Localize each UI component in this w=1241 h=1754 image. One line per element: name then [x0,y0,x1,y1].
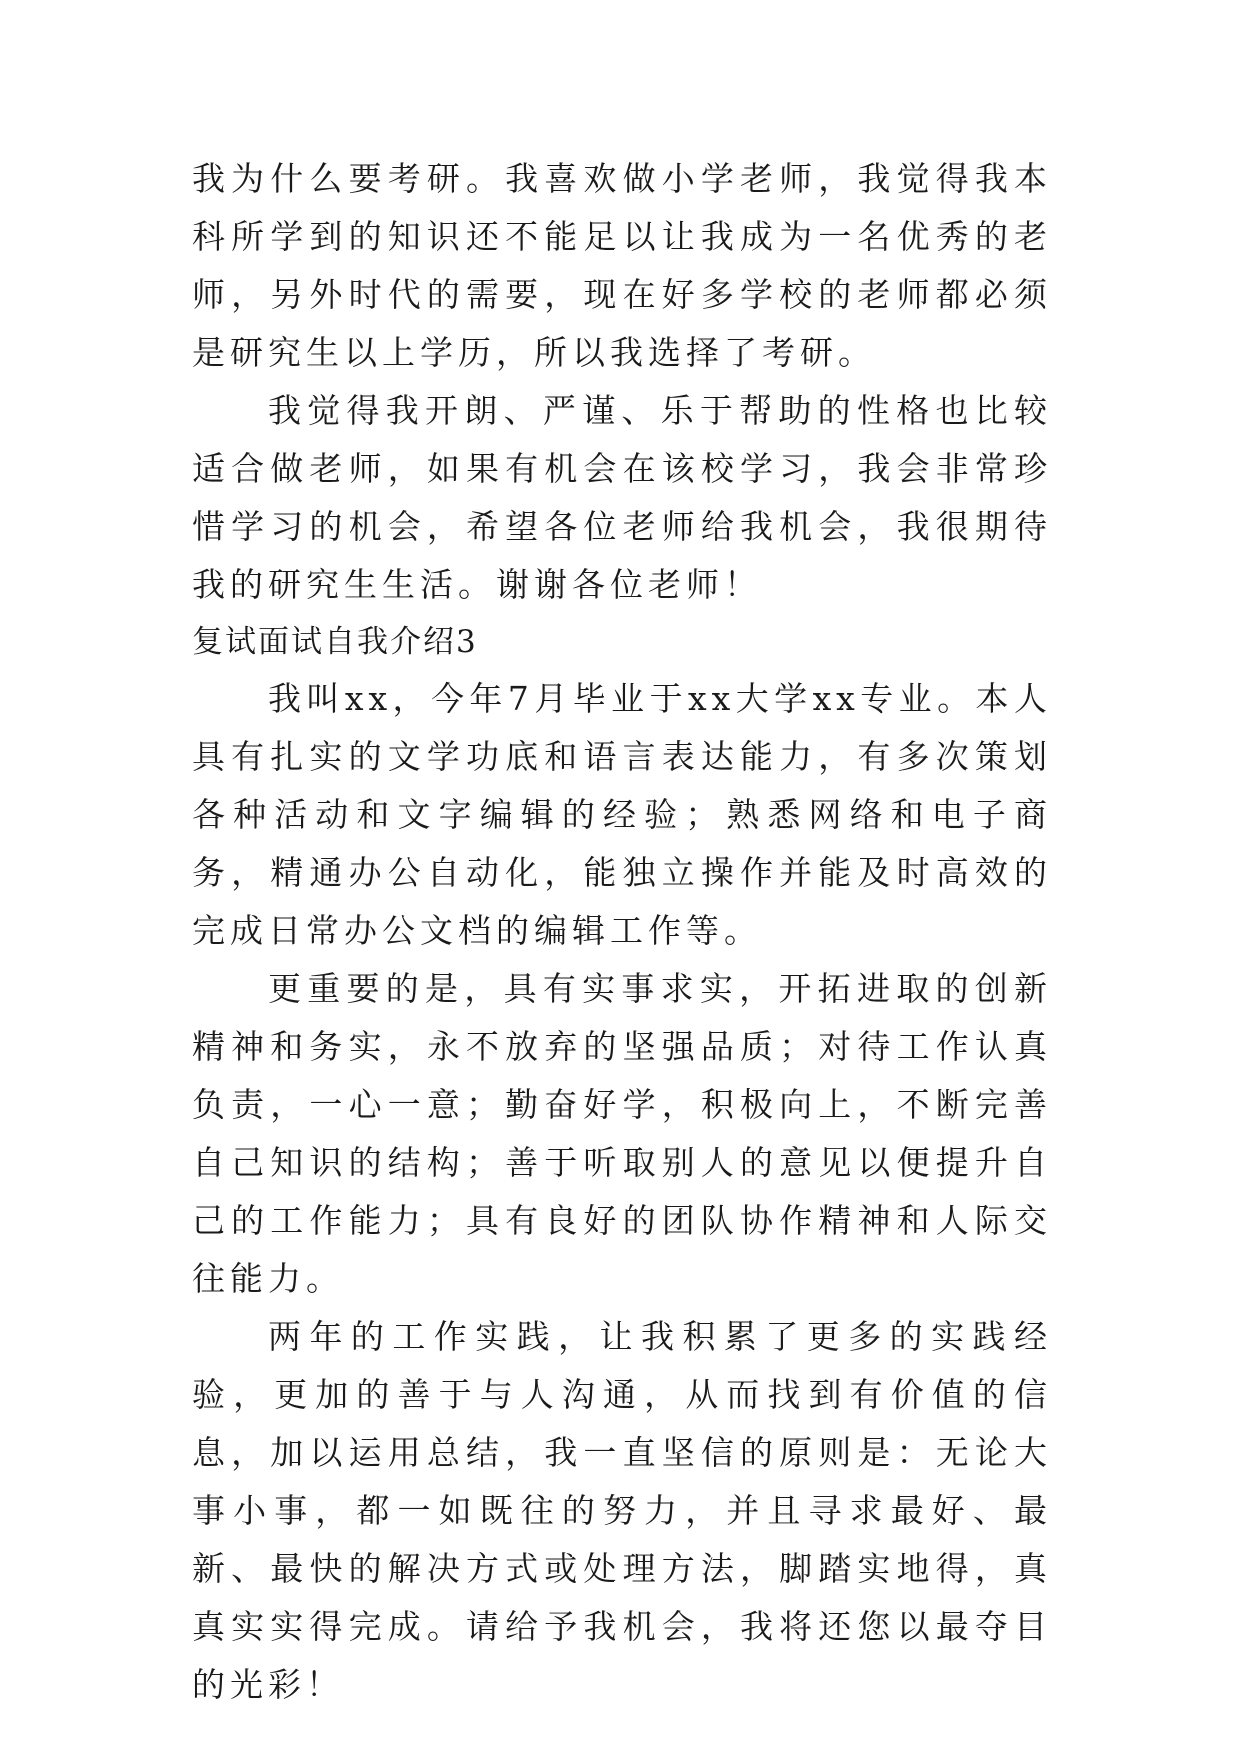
paragraph-introduction: 我叫xx，今年7月毕业于xx大学xx专业。本人具有扎实的文学功底和语言表达能力，有多次策划各种活动和文字编辑的经验；熟悉网络和电子商务，精通办公自动化，能独立操作并能及时高效的完成日常办公文档的编辑工作等。 [192,679,1052,950]
paragraph-personality: 我觉得我开朗、严谨、乐于帮助的性格也比较适合做老师，如果有机会在该校学习，我会非常珍惜学习的机会，希望各位老师给我机会，我很期待我的研究生生活。谢谢各位老师！ [192,391,1052,604]
document-body [192,150,1052,1714]
paragraph-qualities: 更重要的是，具有实事求实，开拓进取的创新精神和务实，永不放弃的坚强品质；对待工作认真负责，一心一意；勤奋好学，积极向上，不断完善自己知识的结构；善于听取别人的意见以便提升自己的工作能力；具有良好的团队协作精神和人际交往能力。 [192,969,1052,1298]
paragraph-experience: 两年的工作实践，让我积累了更多的实践经验，更加的善于与人沟通，从而找到有价值的信息，加以运用总结，我一直坚信的原则是：无论大事小事，都一如既往的努力，并且寻求最好、最新、最快的解决方式或处理方法，脚踏实地得，真真实实得完成。请给予我机会，我将还您以最夺目的光彩！ [192,1317,1052,1704]
paragraph-why-postgraduate: 我为什么要考研。我喜欢做小学老师，我觉得我本科所学到的知识还不能足以让我成为一名优秀的老师，另外时代的需要，现在好多学校的老师都必须是研究生以上学历，所以我选择了考研。 [192,159,1052,372]
section-heading: 复试面试自我介绍3 [192,624,478,660]
